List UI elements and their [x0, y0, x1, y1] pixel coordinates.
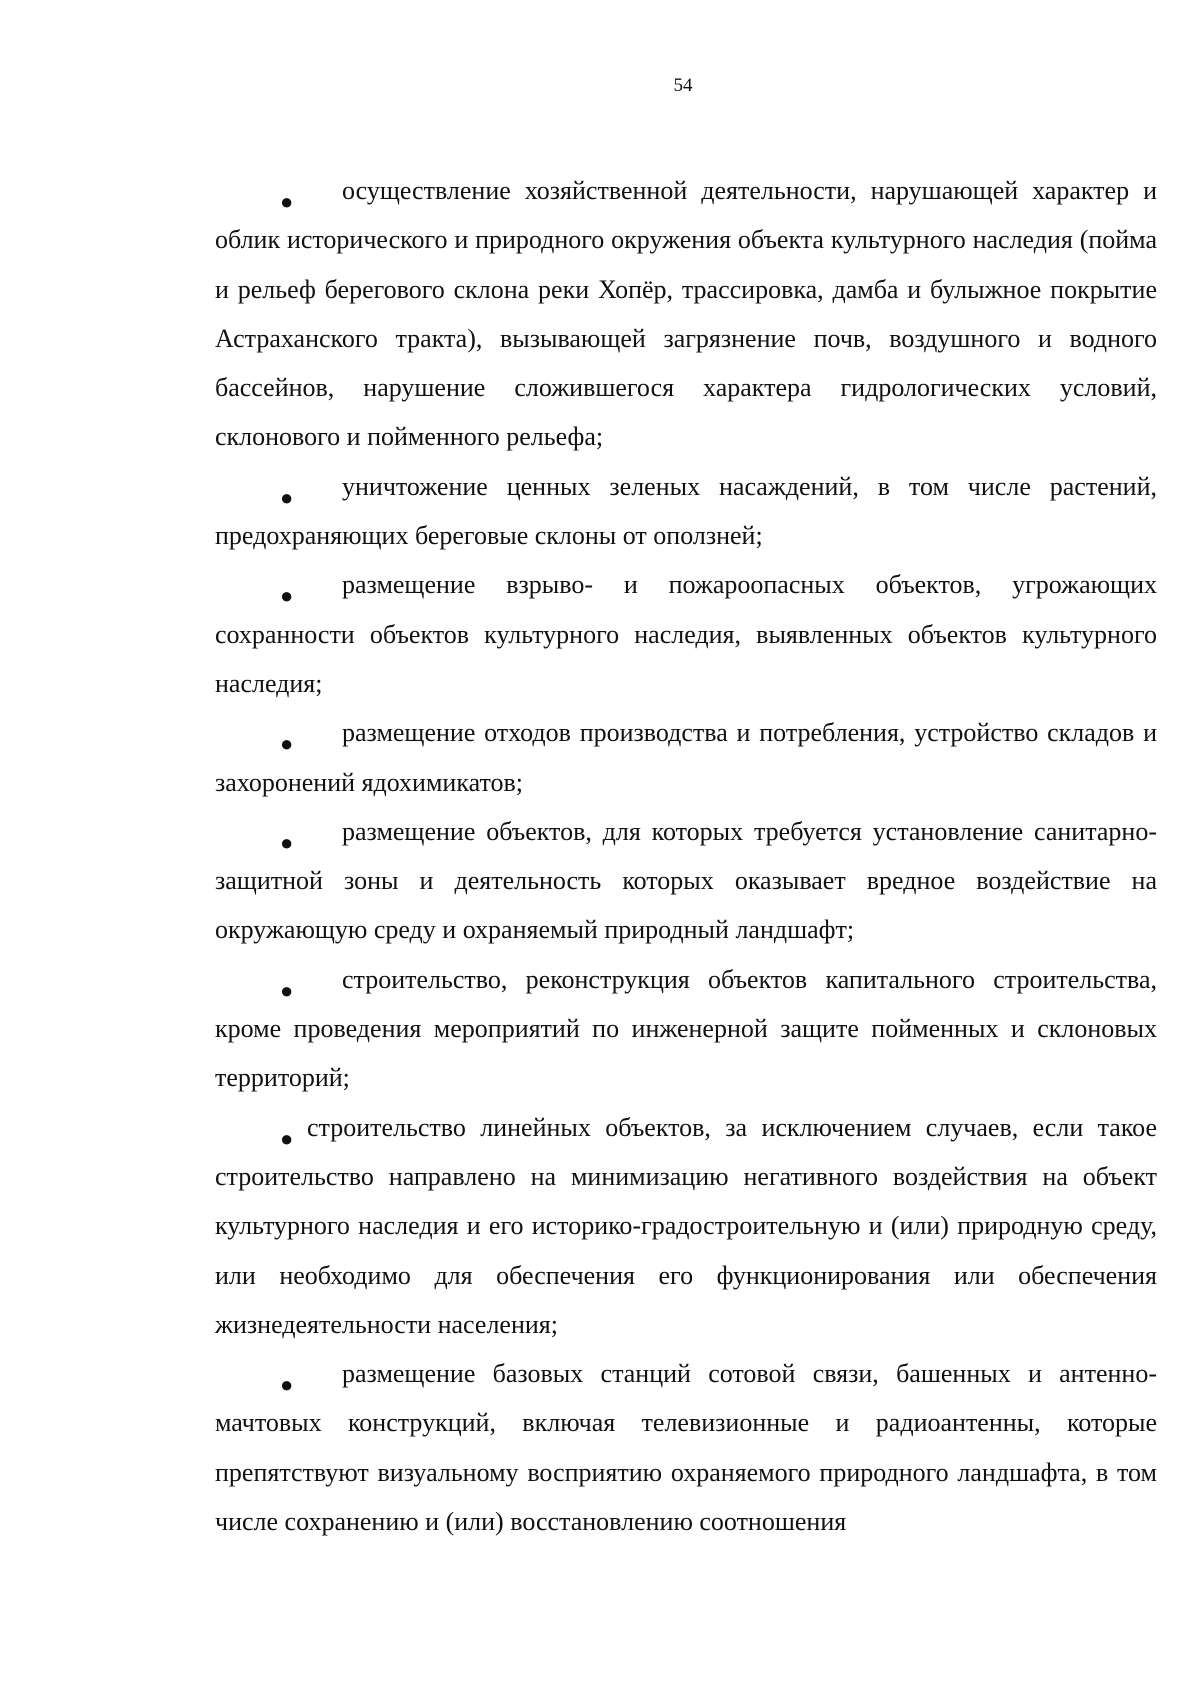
list-item: ● размещение отходов производства и потребления, устройство складов и захоронений ядохимикатов; [215, 718, 1157, 797]
list-item: ● размещение базовых станций сотовой связи, башенных и антенно-мачтовых конструкций, включая телевизионные и радиоантенны, которые препятствуют визуальному восприятию охраняемого природного ландшафта, в том числе сохранению и (или) восстановлению соотношения [215, 1359, 1157, 1537]
list-item-text: размещение базовых станций сотовой связи, башенных и антенно-мачтовых конструкций, включая телевизионные и радиоантенны, которые препятствуют визуальному восприятию охраняемого природного ландшафта, в том числе сохранению и (или) восстановлению соотношения [215, 1359, 1157, 1537]
list-item-text: размещение отходов производства и потребления, устройство складов и захоронений ядохимикатов; [215, 718, 1157, 797]
page-number: 54 [673, 75, 693, 96]
list-item: ● строительство линейных объектов, за исключением случаев, если такое строительство направлено на минимизацию негативного воздействия на объект культурного наследия и его историко-градостроительную и (или) природную среду, или необходимо для обеспечения его функционирования или обеспечения жизнедеятельности населения; [215, 1112, 1157, 1339]
list-item: ● уничтожение ценных зеленых насаждений, в том числе растений, предохраняющих береговые склоны от оползней; [215, 471, 1157, 551]
list-item-text: строительство линейных объектов, за исключением случаев, если такое строительство направлено на минимизацию негативного воздействия на объект культурного наследия и его историко-градостроительную и (или) природную среду, или необходимо для обеспечения его функционирования или обеспечения жизнедеятельности населения; [215, 1112, 1157, 1339]
document-body [215, 166, 1157, 1546]
list-item: ● размещение взрыво- и пожароопасных объектов, угрожающих сохранности объектов культурного наследия, выявленных объектов культурного наследия; [215, 570, 1157, 698]
list-item-text: размещение взрыво- и пожароопасных объектов, угрожающих сохранности объектов культурного наследия, выявленных объектов культурного наследия; [215, 570, 1157, 698]
list-item-text: уничтожение ценных зеленых насаждений, в том числе растений, предохраняющих береговые склоны от оползней; [215, 471, 1157, 551]
list-item-text: осуществление хозяйственной деятельности, нарушающей характер и облик исторического и природного окружения объекта культурного наследия (пойма и рельеф берегового склона реки Хопёр, трассировка, дамба и булыжное покрытие Астраханского тракта), вызывающей загрязнение почв, воздушного и водного бассейнов, нарушение сложившегося характера гидрологических условий, склонового и пойменного рельефа; [215, 176, 1157, 452]
list-item: ● осуществление хозяйственной деятельности, нарушающей характер и облик исторического и природного окружения объекта культурного наследия (пойма и рельеф берегового склона реки Хопёр, трассировка, дамба и булыжное покрытие Астраханского тракта), вызывающей загрязнение почв, воздушного и водного бассейнов, нарушение сложившегося характера гидрологических условий, склонового и пойменного рельефа; [215, 176, 1157, 452]
list-item: ● строительство, реконструкция объектов капитального строительства, кроме проведения мероприятий по инженерной защите пойменных и склоновых территорий; [215, 964, 1157, 1093]
list-item: ● размещение объектов, для которых требуется установление санитарно-защитной зоны и деятельность которых оказывает вредное воздействие на окружающую среду и охраняемый природный ландшафт; [215, 816, 1157, 945]
list-item-text: строительство, реконструкция объектов капитального строительства, кроме проведения мероприятий по инженерной защите пойменных и склоновых территорий; [215, 964, 1157, 1093]
list-item-text: размещение объектов, для которых требуется установление санитарно-защитной зоны и деятельность которых оказывает вредное воздействие на окружающую среду и охраняемый природный ландшафт; [215, 816, 1157, 945]
